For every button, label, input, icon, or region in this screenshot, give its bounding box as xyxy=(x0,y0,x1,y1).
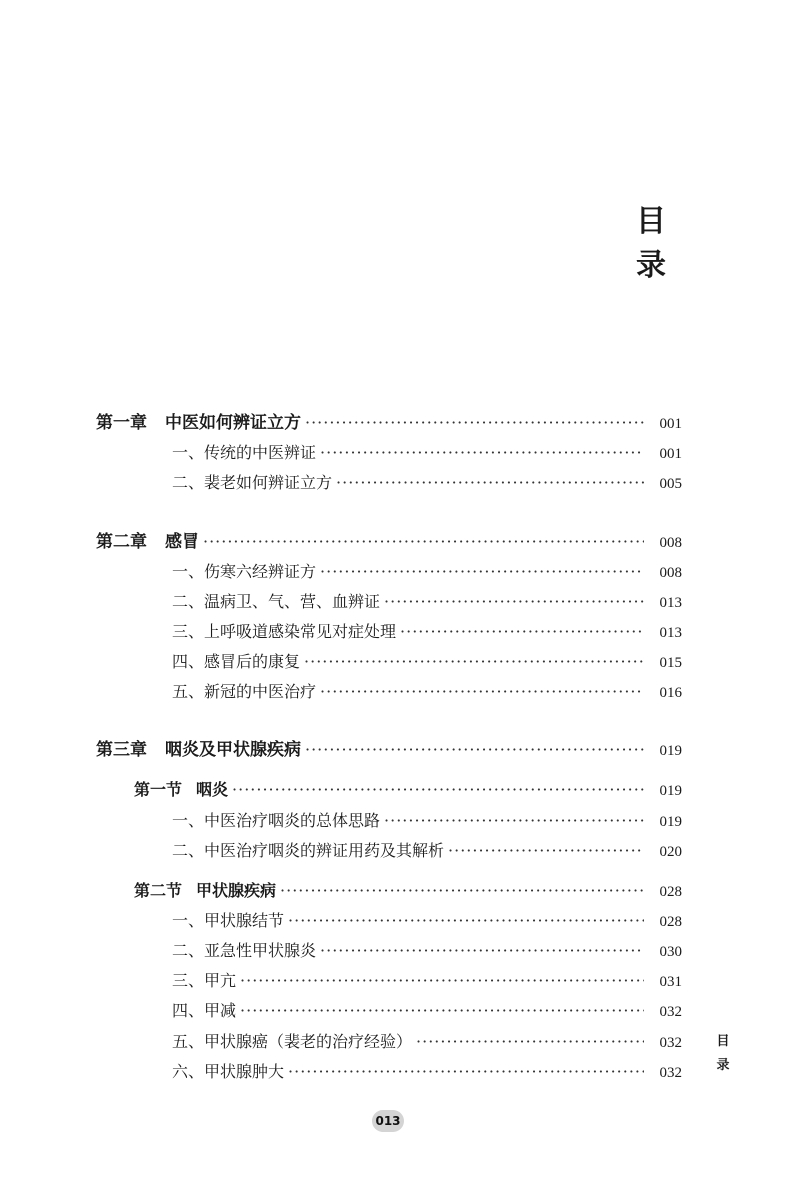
chapter-title: 咽炎及甲状腺疾病 xyxy=(165,740,301,760)
item-title: 六、甲状腺肿大 xyxy=(172,1062,285,1081)
page-ref: 001 xyxy=(659,446,682,462)
item-title: 三、甲亢 xyxy=(172,971,237,990)
dot-leader xyxy=(305,738,644,762)
item-title: 二、裴老如何辨证立方 xyxy=(172,473,333,492)
page-ref: 005 xyxy=(659,476,682,492)
toc-section-1[interactable] xyxy=(134,778,682,802)
item-title: 一、传统的中医辨证 xyxy=(172,443,317,462)
page-ref: 032 xyxy=(659,1065,682,1081)
toc-chapter-3[interactable] xyxy=(96,738,682,762)
dot-leader xyxy=(203,530,644,554)
page-ref: 019 xyxy=(659,783,682,799)
dot-leader xyxy=(305,411,644,435)
toc-item[interactable] xyxy=(172,939,682,963)
item-title: 二、温病卫、气、营、血辨证 xyxy=(172,592,381,611)
toc-item[interactable] xyxy=(172,650,682,674)
toc-item[interactable] xyxy=(172,999,682,1023)
toc-item[interactable] xyxy=(172,471,682,495)
chapter-number: 第二章 xyxy=(96,532,147,552)
item-title: 一、伤寒六经辨证方 xyxy=(172,562,317,581)
toc-chapter-2[interactable] xyxy=(96,530,682,554)
toc-item[interactable] xyxy=(172,680,682,704)
item-title: 五、新冠的中医治疗 xyxy=(172,682,317,701)
dot-leader xyxy=(448,839,644,863)
page-ref: 013 xyxy=(659,595,682,611)
page-ref: 032 xyxy=(659,1004,682,1020)
toc-item[interactable] xyxy=(172,1060,682,1084)
item-title: 二、亚急性甲状腺炎 xyxy=(172,941,317,960)
page-ref: 028 xyxy=(659,914,682,930)
page-number-badge: 013 xyxy=(372,1110,404,1132)
dot-leader xyxy=(416,1030,644,1054)
chapter-number: 第三章 xyxy=(96,740,147,760)
dot-leader xyxy=(240,999,644,1023)
page-ref: 020 xyxy=(659,844,682,860)
page-ref: 001 xyxy=(659,416,682,432)
page-ref: 031 xyxy=(659,974,682,990)
dot-leader xyxy=(320,680,644,704)
toc-section-2[interactable] xyxy=(134,879,682,903)
side-section-tab xyxy=(713,1030,733,1078)
page-title: 目 录 xyxy=(636,204,684,283)
toc-item[interactable] xyxy=(172,909,682,933)
toc-item[interactable] xyxy=(172,969,682,993)
chapter-title: 感冒 xyxy=(165,532,199,552)
dot-leader xyxy=(320,441,644,465)
dot-leader xyxy=(288,909,644,933)
item-title: 一、甲状腺结节 xyxy=(172,911,285,930)
section-title: 咽炎 xyxy=(196,780,229,799)
page-ref: 015 xyxy=(659,655,682,671)
page-ref: 019 xyxy=(659,814,682,830)
dot-leader xyxy=(288,1060,644,1084)
side-tab-char: 目 xyxy=(716,1034,730,1049)
toc-chapter-1[interactable] xyxy=(96,411,682,435)
dot-leader xyxy=(232,778,644,802)
dot-leader xyxy=(320,939,644,963)
item-title: 四、感冒后的康复 xyxy=(172,652,301,671)
item-title: 五、甲状腺癌（裴老的治疗经验） xyxy=(172,1032,413,1051)
chapter-title: 中医如何辨证立方 xyxy=(165,413,301,433)
toc-item[interactable] xyxy=(172,590,682,614)
section-title: 甲状腺疾病 xyxy=(196,881,277,900)
page-ref: 030 xyxy=(659,944,682,960)
toc-item[interactable] xyxy=(172,441,682,465)
page-ref: 008 xyxy=(659,535,682,551)
dot-leader xyxy=(384,590,644,614)
dot-leader xyxy=(400,620,644,644)
item-title: 四、甲减 xyxy=(172,1001,237,1020)
page-ref: 008 xyxy=(659,565,682,581)
dot-leader xyxy=(304,650,644,674)
section-number: 第一节 xyxy=(134,780,183,799)
chapter-number: 第一章 xyxy=(96,413,147,433)
dot-leader xyxy=(240,969,644,993)
section-number: 第二节 xyxy=(134,881,183,900)
page-ref: 032 xyxy=(659,1035,682,1051)
toc-item[interactable] xyxy=(172,1030,682,1054)
page-ref: 019 xyxy=(659,743,682,759)
dot-leader xyxy=(384,809,644,833)
dot-leader xyxy=(280,879,644,903)
page-ref: 016 xyxy=(659,685,682,701)
toc-item[interactable] xyxy=(172,620,682,644)
item-title: 二、中医治疗咽炎的辨证用药及其解析 xyxy=(172,841,445,860)
side-tab-char: 录 xyxy=(716,1058,730,1073)
dot-leader xyxy=(336,471,644,495)
dot-leader xyxy=(320,560,644,584)
item-title: 一、中医治疗咽炎的总体思路 xyxy=(172,811,381,830)
toc-item[interactable] xyxy=(172,839,682,863)
toc-item[interactable] xyxy=(172,809,682,833)
item-title: 三、上呼吸道感染常见对症处理 xyxy=(172,622,397,641)
page-ref: 028 xyxy=(659,884,682,900)
toc-item[interactable] xyxy=(172,560,682,584)
page-ref: 013 xyxy=(659,625,682,641)
